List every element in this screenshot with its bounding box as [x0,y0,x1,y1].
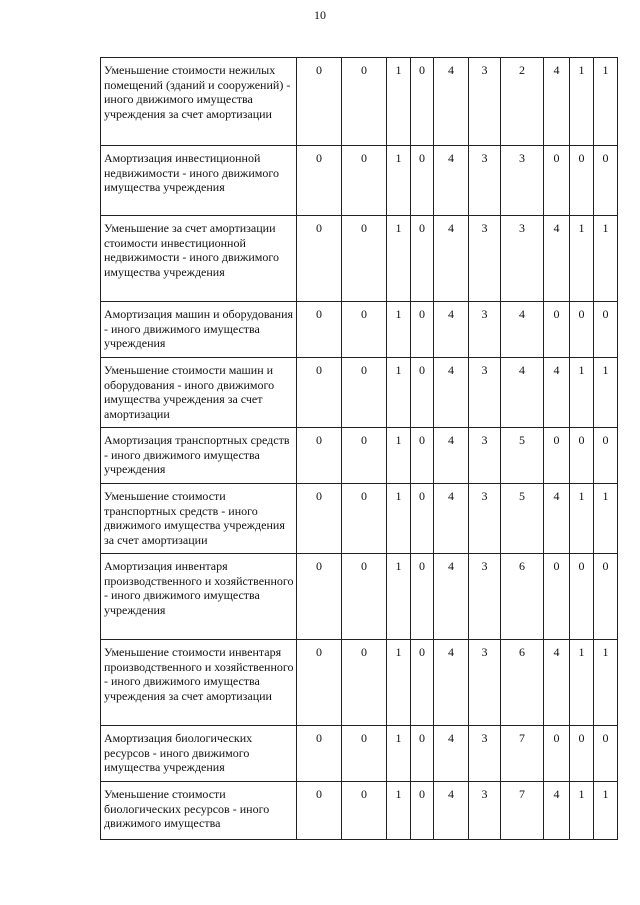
code-digit: 0 [411,782,434,840]
code-digit: 0 [342,358,387,428]
code-digit: 1 [387,216,411,302]
table-row [101,146,618,216]
code-digit: 4 [434,216,469,302]
code-digit: 3 [501,146,544,216]
code-digit: 0 [297,146,342,216]
code-digit: 1 [570,58,594,146]
code-digit: 3 [469,640,501,726]
row-description: Уменьшение за счет амортизации стоимости инвестиционной недвижимости - иного движимого имущества учреждения [101,216,297,302]
code-digit: 1 [387,358,411,428]
code-digit: 0 [411,554,434,640]
code-digit: 3 [469,358,501,428]
code-digit: 0 [342,146,387,216]
code-digit: 0 [342,782,387,840]
code-digit: 0 [570,146,594,216]
code-digit: 1 [570,640,594,726]
code-digit: 0 [570,428,594,484]
code-digit: 5 [501,484,544,554]
code-digit: 1 [594,484,618,554]
code-digit: 0 [342,58,387,146]
code-digit: 0 [411,428,434,484]
code-digit: 0 [297,726,342,782]
code-digit: 6 [501,554,544,640]
code-digit: 1 [387,58,411,146]
code-digit: 0 [594,428,618,484]
code-digit: 4 [434,428,469,484]
code-digit: 1 [387,302,411,358]
code-digit: 0 [570,554,594,640]
code-digit: 4 [434,484,469,554]
code-digit: 1 [594,782,618,840]
code-digit: 1 [387,146,411,216]
row-description: Амортизация машин и оборудования - иного движимого имущества учреждения [101,302,297,358]
code-digit: 1 [570,358,594,428]
code-digit: 4 [434,782,469,840]
table-row [101,484,618,554]
code-digit: 4 [544,640,570,726]
code-digit: 0 [297,58,342,146]
code-digit: 1 [594,640,618,726]
code-digit: 1 [570,216,594,302]
code-digit: 3 [469,782,501,840]
code-digit: 0 [544,726,570,782]
code-digit: 0 [411,726,434,782]
code-digit: 3 [469,554,501,640]
code-digit: 0 [594,554,618,640]
row-description: Амортизация биологических ресурсов - иного движимого имущества учреждения [101,726,297,782]
code-digit: 0 [594,146,618,216]
code-digit: 4 [544,216,570,302]
code-digit: 0 [411,640,434,726]
code-digit: 0 [342,484,387,554]
code-digit: 0 [297,640,342,726]
code-digit: 3 [469,58,501,146]
code-digit: 7 [501,726,544,782]
code-digit: 4 [434,554,469,640]
code-digit: 0 [342,640,387,726]
code-digit: 0 [544,428,570,484]
code-digit: 1 [387,428,411,484]
code-digit: 0 [570,726,594,782]
code-digit: 4 [434,302,469,358]
code-digit: 0 [297,554,342,640]
code-digit: 3 [469,484,501,554]
row-description: Амортизация инвестиционной недвижимости - иного движимого имущества учреждения [101,146,297,216]
row-description: Амортизация инвентаря производственного и хозяйственного - иного движимого имущества учреждения [101,554,297,640]
code-digit: 0 [544,554,570,640]
code-digit: 2 [501,58,544,146]
table-body [101,58,618,840]
row-description: Уменьшение стоимости нежилых помещений (зданий и сооружений) - иного движимого имущества учреждения за счет амортизации [101,58,297,146]
code-digit: 0 [411,216,434,302]
row-description: Уменьшение стоимости биологических ресурсов - иного движимого имущества [101,782,297,840]
code-digit: 4 [544,782,570,840]
table-row [101,782,618,840]
page-number: 10 [314,8,326,22]
code-digit: 0 [297,302,342,358]
table-row [101,216,618,302]
code-digit: 0 [297,484,342,554]
account-codes-table [100,57,618,840]
code-digit: 3 [501,216,544,302]
code-digit: 4 [434,146,469,216]
table-row [101,554,618,640]
code-digit: 4 [544,58,570,146]
code-digit: 0 [297,358,342,428]
code-digit: 0 [411,484,434,554]
code-digit: 1 [387,726,411,782]
row-description: Уменьшение стоимости инвентаря производственного и хозяйственного - иного движимого имущества учреждения за счет амортизации [101,640,297,726]
code-digit: 1 [387,640,411,726]
code-digit: 3 [469,216,501,302]
row-description: Уменьшение стоимости машин и оборудования - иного движимого имущества учреждения за счет амортизации [101,358,297,428]
code-digit: 0 [570,302,594,358]
code-digit: 0 [594,726,618,782]
code-digit: 0 [342,302,387,358]
table-row [101,58,618,146]
row-description: Уменьшение стоимости транспортных средств - иного движимого имущества учреждения за счет амортизации [101,484,297,554]
code-digit: 4 [434,640,469,726]
table-row [101,358,618,428]
code-digit: 3 [469,146,501,216]
code-digit: 6 [501,640,544,726]
code-digit: 4 [434,726,469,782]
code-digit: 0 [411,146,434,216]
code-digit: 0 [411,58,434,146]
code-digit: 4 [544,358,570,428]
code-digit: 1 [594,216,618,302]
code-digit: 0 [342,554,387,640]
code-digit: 0 [297,428,342,484]
table-row [101,726,618,782]
code-digit: 3 [469,726,501,782]
code-digit: 0 [594,302,618,358]
code-digit: 1 [594,58,618,146]
code-digit: 0 [411,358,434,428]
table-row [101,302,618,358]
code-digit: 0 [342,216,387,302]
code-digit: 4 [434,58,469,146]
code-digit: 4 [501,302,544,358]
code-digit: 5 [501,428,544,484]
code-digit: 0 [342,726,387,782]
table-row [101,428,618,484]
code-digit: 3 [469,302,501,358]
code-digit: 1 [570,484,594,554]
code-digit: 0 [342,428,387,484]
code-digit: 4 [434,358,469,428]
code-digit: 0 [297,216,342,302]
code-digit: 0 [297,782,342,840]
code-digit: 0 [544,146,570,216]
code-digit: 4 [501,358,544,428]
code-digit: 0 [544,302,570,358]
code-digit: 1 [387,484,411,554]
code-digit: 1 [387,782,411,840]
code-digit: 7 [501,782,544,840]
code-digit: 4 [544,484,570,554]
row-description: Амортизация транспортных средств - иного движимого имущества учреждения [101,428,297,484]
table-row [101,640,618,726]
code-digit: 1 [594,358,618,428]
code-digit: 1 [387,554,411,640]
code-digit: 0 [411,302,434,358]
code-digit: 3 [469,428,501,484]
code-digit: 1 [570,782,594,840]
